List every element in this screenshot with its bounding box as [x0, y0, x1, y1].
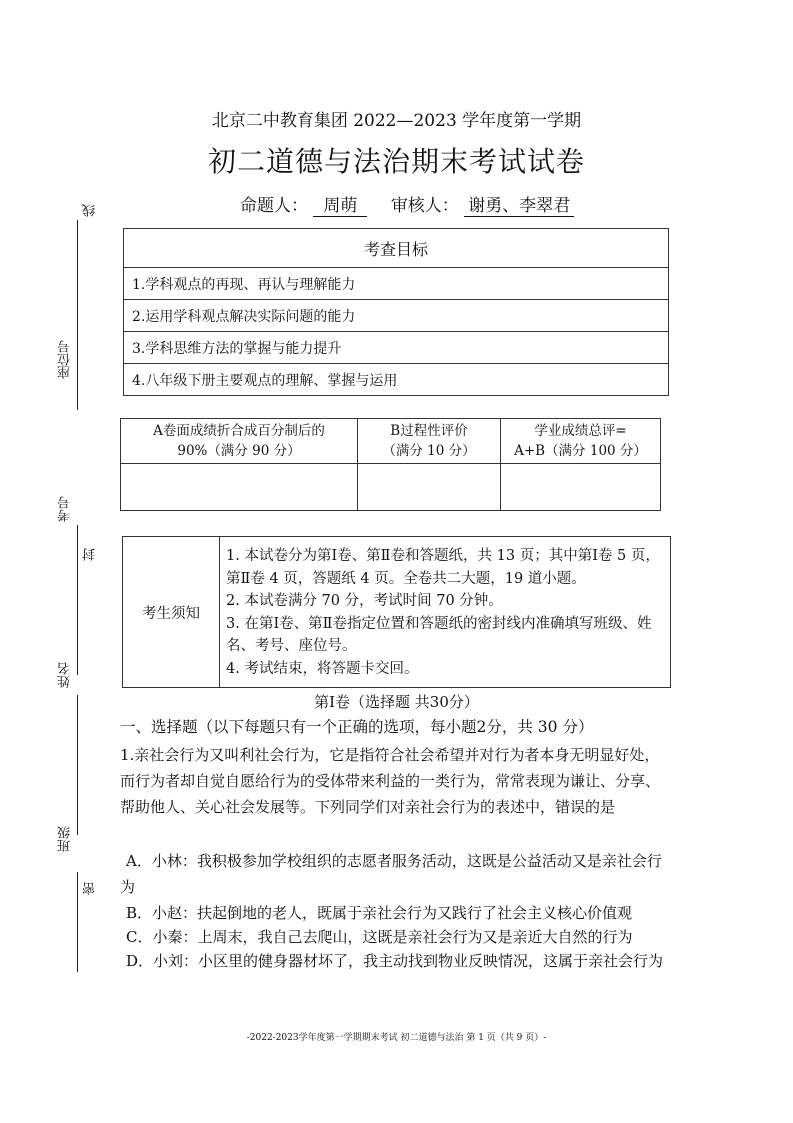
notice-label: 考生须知: [123, 537, 220, 688]
binding-line-mid: [77, 525, 78, 675]
name-label: 姓名: [58, 662, 73, 688]
secret-mark: 密: [83, 882, 98, 895]
goal-item: 1.学科观点的再现、再认与理解能力: [124, 268, 669, 300]
score-col-b-line2: （满分 10 分）: [382, 443, 476, 459]
question-1-option-d[interactable]: D．小刘：小区里的健身器材坏了，我主动找到物业反映情况，这属于亲社会行为: [126, 952, 664, 970]
binding-line-low: [77, 695, 78, 835]
score-col-c-line2: A+B（满分 100 分）: [514, 443, 647, 459]
reviewer-label: 审核人：: [390, 196, 459, 216]
notice-table: [122, 536, 671, 688]
seat-number-label: 座位号: [58, 340, 73, 379]
score-cell-c[interactable]: [501, 464, 661, 511]
score-col-b-line1: B过程性评价: [390, 423, 468, 439]
notice-item: 2. 本试卷满分 70 分，考试时间 70 分钟。: [226, 593, 503, 609]
exam-subtitle: 北京二中教育集团 2022—2023 学年度第一学期: [211, 111, 582, 131]
section-heading: 一、选择题（以下每题只有一个正确的选项，每小题2分，共 30 分）: [120, 718, 594, 736]
question-1-option-c[interactable]: C．小秦：上周末，我自己去爬山，这既是亲社会行为又是亲近大自然的行为: [126, 928, 633, 946]
score-col-c: [501, 419, 661, 464]
line-mark: 线: [83, 204, 98, 217]
class-label: 班级: [58, 826, 73, 852]
goals-table: [123, 228, 669, 396]
exam-title: 初二道德与法治期末考试试卷: [207, 145, 585, 178]
score-col-b: [358, 419, 501, 464]
goal-item: 3.学科思维方法的掌握与能力提升: [124, 332, 669, 364]
score-table: [120, 418, 661, 511]
author-name: 周萌: [313, 191, 367, 217]
page-footer: -2022-2023学年度第一学期期末考试 初二道德与法治 第 1 页（共 9 页）-: [246, 1033, 547, 1043]
reviewer-name: 谢勇、李翠君: [464, 191, 574, 217]
notice-item: 3. 在第Ⅰ卷、第Ⅱ卷指定位置和答题纸的密封线内准确填写班级、姓名、考号、座位号。: [226, 615, 652, 654]
exam-number-label: 考号: [58, 496, 73, 522]
score-col-a: [121, 419, 358, 464]
notice-item: 1. 本试卷分为第Ⅰ卷、第Ⅱ卷和答题纸，共 13 页；其中第Ⅰ卷 5 页，第Ⅱ卷 4 页，答题纸 4 页。全卷共二大题，19 道小题。: [226, 548, 660, 587]
goals-title: 考查目标: [124, 229, 669, 268]
question-1-option-a[interactable]: A．小林：我积极参加学校组织的志愿者服务活动，这既是公益活动又是亲社会行为: [120, 852, 662, 896]
score-col-c-line1: 学业成绩总评=: [534, 423, 627, 439]
question-1-option-b[interactable]: B．小赵：扶起倒地的老人，既属于亲社会行为又践行了社会主义核心价值观: [126, 904, 633, 922]
goal-item: 2.运用学科观点解决实际问题的能力: [124, 300, 669, 332]
notice-content: [220, 537, 671, 688]
author-label: 命题人：: [240, 196, 308, 216]
notice-item: 4. 考试结束，将答题卡交回。: [226, 660, 419, 677]
binding-line-bottom: [77, 872, 78, 972]
score-cell-a[interactable]: [121, 464, 358, 511]
part1-heading: 第Ⅰ卷（选择题 共30分）: [314, 693, 479, 711]
binding-line-top: [77, 220, 78, 410]
score-col-a-line1: A卷面成绩折合成百分制后的: [153, 423, 325, 439]
question-1-stem: 1.亲社会行为又叫利社会行为，它是指符合社会希望并对行为者本身无明显好处，而行为者却自觉自愿给行为的受体带来利益的一类行为，常常表现为谦让、分享、帮助他人、关心社会发展等。下列同学们对亲社会行为的表述中，错误的是: [120, 746, 661, 816]
score-col-a-line2: 90%（满分 90 分）: [177, 443, 301, 459]
goal-item: 4.八年级下册主要观点的理解、掌握与运用: [124, 364, 669, 396]
seal-mark: 封: [83, 548, 98, 561]
author-line: [240, 191, 574, 217]
score-cell-b[interactable]: [358, 464, 501, 511]
